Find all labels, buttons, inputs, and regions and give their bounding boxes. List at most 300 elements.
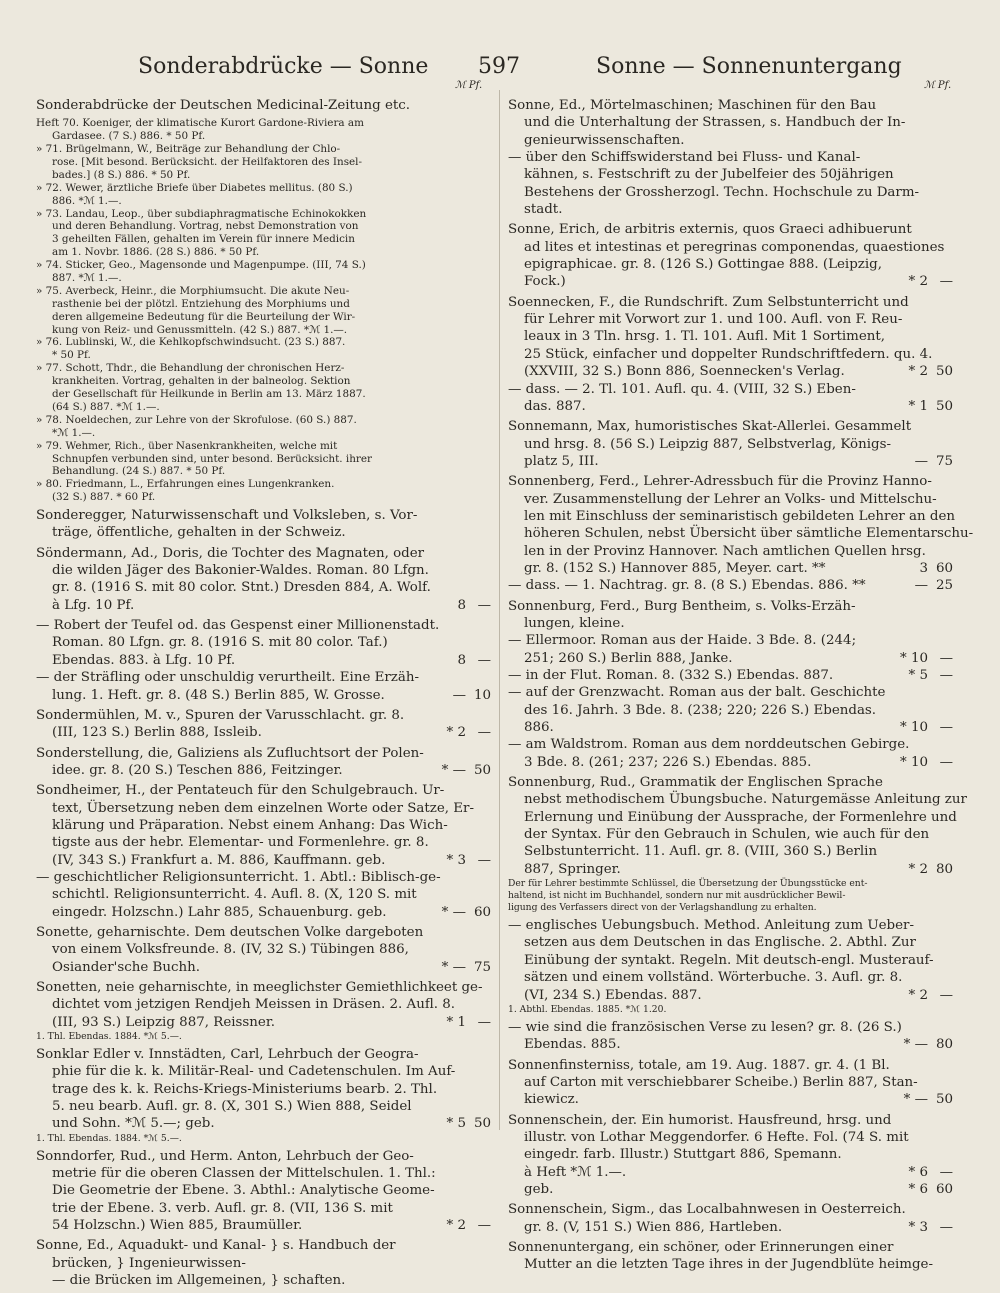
price-pfennig — [466, 545, 491, 562]
price-pfennig — [468, 579, 491, 596]
entry-text: eingedr. Holzschn.) Lahr 885, Schauenburg. geb. — [52, 904, 387, 920]
price-mark — [426, 1200, 466, 1217]
price-pfennig — [474, 817, 491, 834]
price-mark — [426, 669, 466, 686]
entry-line — [36, 562, 491, 579]
price-mark — [888, 381, 928, 398]
entry-text: — der Sträfling oder unschuldig verurtheilt. Eine Erzäh- — [36, 670, 419, 686]
price-pfennig — [484, 800, 491, 817]
price-pfennig — [466, 941, 491, 958]
entry-text: 887. *ℳ 1.—. — [52, 272, 122, 285]
price-pfennig — [934, 311, 953, 328]
price-mark: * 6 — [908, 1164, 928, 1180]
entry-footnote: Der für Lehrer bestimmte Schlüssel, die Übersetzung der Übungsstücke ent- — [508, 878, 868, 890]
price-mark — [426, 362, 466, 375]
entry-line — [36, 687, 491, 704]
entry-footnote: 1. Thl. Ebendas. 1884. *ℳ 5.—. — [36, 1132, 182, 1144]
price-pfennig — [929, 1112, 953, 1129]
price-pfennig — [466, 1046, 491, 1063]
entry-line — [508, 239, 953, 256]
entry-line — [36, 924, 491, 941]
entry-line — [508, 1181, 953, 1198]
entry-text: 5. neu bearb. Aufl. gr. 8. (X, 301 S.) Wien 888, Seidel — [52, 1099, 412, 1115]
entry-line — [508, 184, 953, 201]
price-pfennig — [466, 634, 491, 651]
catalog-entry — [36, 1148, 491, 1235]
price-pfennig — [467, 562, 491, 579]
entry-text: sätzen und einem vollständ. Wörterbuche. 3. Aufl. gr. 8. — [524, 970, 903, 986]
price-mark — [455, 996, 477, 1013]
catalog-entry — [508, 1239, 953, 1274]
entry-text: und hrsg. 8. (56 S.) Leipzig 887, Selbstverlag, Königs- — [524, 436, 891, 452]
entry-line — [36, 1165, 491, 1182]
price-mark: * 6 — [908, 1181, 928, 1197]
entry-text: deren allgemeine Bedeutung für die Beurteilung der Wir- — [52, 310, 356, 323]
price-mark — [888, 256, 928, 273]
entry-text: * 50 Pf. — [52, 349, 91, 362]
entry-line — [36, 298, 491, 311]
entry-text: » 80. Friedmann, L., Erfahrungen eines Lungenkranken. — [36, 478, 335, 491]
entry-line — [508, 969, 953, 986]
entry-footnote: haltend, ist nicht im Buchhandel, sondern nur mit ausdrücklicher Bewil- — [508, 890, 846, 902]
entry-text: — geschichtlicher Religionsunterricht. 1. Abtl.: Biblisch-ge- — [36, 869, 441, 885]
entry-text: *ℳ 1.—. — [52, 426, 96, 439]
entry-text: — über den Schiffswiderstand bei Fluss- und Kanal- — [508, 150, 861, 166]
entry-text: phie für die k. k. Militär-Real- und Cadetenschulen. Im Auf- — [52, 1064, 456, 1080]
entry-line — [508, 987, 953, 1004]
entry-text: am 1. Novbr. 1886. (28 S.) 886. * 50 Pf. — [52, 246, 260, 259]
entry-text: trage des k. k. Reichs-Kriegs-Ministeriums bearb. 2. Thl. — [52, 1081, 438, 1097]
entry-text: » 73. Landau, Leop., über subdiaphragmatische Echinokokken — [36, 207, 367, 220]
entry-line — [508, 702, 953, 719]
price-mark — [890, 1057, 929, 1074]
entry-line — [508, 132, 953, 149]
price-pfennig — [466, 707, 491, 724]
catalog-entry — [36, 1046, 491, 1145]
entry-line — [36, 143, 491, 156]
entry-line — [508, 1256, 953, 1273]
price-pfennig — [939, 1074, 953, 1091]
entry-text: lungen, kleine. — [524, 615, 625, 631]
entry-line — [36, 169, 491, 182]
entry-line — [36, 259, 491, 272]
entry-line — [36, 1217, 491, 1234]
price-mark — [426, 298, 466, 311]
price-pfennig — [934, 969, 953, 986]
entry-line — [36, 617, 491, 634]
entry-line — [36, 97, 491, 114]
entry-text: kiewicz. — [524, 1092, 579, 1108]
entry-line — [508, 650, 953, 667]
entry-line — [508, 615, 953, 632]
entry-line — [508, 1164, 953, 1181]
entry-line — [36, 507, 491, 524]
entry-text: Sonderstellung, die, Galiziens als Zufluchtsort der Polen- — [36, 745, 424, 761]
entry-text: Sonnemann, Max, humoristisches Skat-Allerlei. Gesammelt — [508, 419, 912, 435]
entry-line — [36, 311, 491, 324]
price-mark — [906, 1201, 935, 1218]
price-mark: * 1 — [446, 1014, 466, 1030]
price-pfennig — [466, 195, 491, 208]
entry-line — [508, 473, 953, 490]
price-pfennig — [466, 507, 491, 524]
price-pfennig — [938, 917, 953, 934]
price-pfennig — [477, 1063, 491, 1080]
price-pfennig — [929, 1057, 953, 1074]
price-mark — [426, 1237, 466, 1254]
price-mark — [426, 311, 466, 324]
price-mark: * 10 — [900, 720, 928, 736]
price-mark — [888, 97, 928, 114]
catalog-entry — [508, 1057, 953, 1109]
catalog-entry — [508, 1019, 953, 1054]
price-mark — [426, 388, 466, 401]
entry-line — [508, 809, 957, 826]
price-pfennig: — — [939, 650, 953, 666]
entry-text: à Heft *ℳ 1.—. — [524, 1164, 627, 1180]
entry-line — [508, 346, 953, 363]
entry-text: und Sohn. *ℳ 5.—; geb. — [52, 1116, 215, 1132]
entry-text: Sonnenburg, Ferd., Burg Bentheim, s. Volks-Erzäh- — [508, 598, 856, 614]
entry-line — [36, 440, 491, 453]
catalog-entry — [508, 917, 953, 1016]
price-pfennig — [936, 736, 953, 753]
entry-line — [508, 201, 953, 218]
entry-text: — dass. — 2. Tl. 101. Aufl. qu. 4. (VIII, 32 S.) Eben- — [508, 381, 856, 397]
price-pfennig — [937, 221, 953, 238]
left-column — [36, 97, 491, 1293]
price-pfennig — [466, 478, 491, 491]
price-pfennig — [466, 208, 491, 221]
catalog-entry — [36, 924, 491, 976]
entry-line — [36, 996, 491, 1013]
price-pfennig — [466, 233, 491, 246]
entry-text: der Syntax. Für den Gebrauch in Schulen, wie auch für den — [524, 827, 930, 843]
entry-line — [36, 745, 491, 762]
entry-line — [508, 418, 953, 435]
entry-line — [508, 1129, 953, 1146]
entry-line — [508, 381, 953, 398]
price-mark — [888, 774, 928, 791]
price-mark: * — — [441, 904, 466, 920]
catalog-entry — [36, 617, 491, 704]
price-pfennig — [928, 328, 953, 345]
entry-text: lung. 1. Heft. gr. 8. (48 S.) Berlin 885, W. Grosse. — [52, 687, 385, 703]
entry-text: (64 S.) 887. *ℳ 1.—. — [52, 400, 160, 413]
price-mark — [888, 615, 928, 632]
price-pfennig — [466, 259, 491, 272]
price-pfennig: — — [939, 754, 953, 770]
entry-line — [508, 256, 953, 273]
entry-line — [36, 362, 491, 375]
entry-text: Sonetten, neie geharnischte, in meeglichster Gemiethlichkeet ge- — [36, 980, 483, 995]
entry-line — [508, 543, 953, 560]
price-mark — [902, 969, 933, 986]
entry-text: 54 Holzschn.) Wien 885, Braumüller. — [52, 1218, 303, 1234]
price-mark — [437, 1081, 470, 1098]
price-mark — [426, 1046, 466, 1063]
price-pfennig: — — [939, 274, 953, 290]
entry-footnote: ligung des Verfassers direct von der Verlagshandlung zu erhalten. — [508, 902, 817, 914]
entry-text: Sonne, Erich, de arbitris externis, quos Graeci adhibuerunt — [508, 222, 912, 238]
price-pfennig — [928, 598, 953, 615]
entry-line — [508, 398, 953, 415]
price-mark — [431, 579, 468, 596]
price-mark — [426, 195, 466, 208]
entry-footnote: 1. Abthl. Ebendas. 1885. *ℳ 1.20. — [508, 1003, 667, 1015]
entry-text: krankheiten. Vortrag, gehalten in der balneolog. Sektion — [52, 375, 351, 388]
price-mark: * 3 — [446, 852, 466, 868]
entry-line — [36, 336, 491, 349]
price-pfennig — [928, 132, 953, 149]
entry-line — [36, 959, 491, 976]
entry-text: 25 Stück, einfacher und doppelter Rundschriftfedern. qu. 4. — [524, 346, 933, 362]
price-mark — [426, 220, 466, 233]
entry-text: und die Unterhaltung der Strassen, s. Handbuch der In- — [524, 115, 906, 131]
entry-line — [36, 1098, 491, 1115]
entry-text: Osiander'sche Buchh. — [52, 959, 200, 975]
price-pfennig: 75 — [935, 453, 953, 469]
price-mark — [426, 401, 466, 414]
price-mark — [436, 1165, 470, 1182]
entry-text: » 78. Noeldechen, zur Lehre von der Skrofulose. (60 S.) 887. — [36, 413, 357, 426]
entry-text: » 76. Lublinski, W., die Kehlkopfschwindsucht. (23 S.) 887. — [36, 336, 346, 349]
price-mark — [426, 707, 466, 724]
entry-text: 886. *ℳ 1.—. — [52, 194, 122, 207]
price-pfennig: — — [939, 1219, 953, 1235]
entry-text: kung von Reiz- und Genussmitteln. (42 S.) 887. *ℳ 1.—. — [52, 323, 348, 336]
entry-line — [36, 1182, 491, 1199]
entry-text: gr. 8. (1916 S. mit 80 color. Stnt.) Dresden 884, A. Wolf. — [52, 580, 431, 596]
catalog-entry — [36, 1237, 491, 1289]
price-pfennig — [928, 843, 953, 860]
price-pfennig — [466, 246, 491, 259]
entry-line — [36, 782, 491, 799]
entry-line — [508, 328, 953, 345]
entry-line — [508, 577, 953, 594]
price-mark — [441, 869, 472, 886]
entry-line — [36, 349, 491, 362]
entry-text: ver. Zusammenstellung der Lehrer an Volks- und Mittelschu- — [524, 491, 937, 507]
entry-text: len in der Provinz Hannover. Nach amtlichen Quellen hrsg. — [524, 543, 926, 559]
catalog-entry — [508, 598, 953, 771]
entry-text: genieurwissenschaften. — [524, 132, 685, 148]
price-mark — [426, 336, 466, 349]
entry-line — [36, 941, 491, 958]
price-pfennig: 50 — [473, 762, 491, 778]
entry-line — [36, 762, 491, 779]
price-mark — [909, 294, 936, 311]
entry-text: brücken, } Ingenieurwissen- — [52, 1255, 246, 1271]
price-pfennig — [466, 491, 491, 504]
price-mark — [888, 598, 928, 615]
entry-line — [36, 545, 491, 562]
entry-line — [508, 1057, 953, 1074]
price-mark — [911, 418, 937, 435]
catalog-entry — [508, 221, 953, 290]
price-mark — [912, 221, 937, 238]
entry-text: Heft 70. Koeniger, der klimatische Kurort Gardone-Riviera am — [36, 117, 364, 130]
price-mark — [888, 201, 928, 218]
entry-line — [36, 388, 491, 401]
price-mark: * 2 — [908, 274, 928, 290]
entry-line — [508, 736, 953, 753]
entry-text: (III, 123 S.) Berlin 888, Issleib. — [52, 725, 262, 741]
price-mark — [426, 453, 466, 466]
price-pfennig: 50 — [935, 364, 953, 380]
price-pfennig: — — [477, 652, 491, 668]
price-pfennig — [466, 311, 491, 324]
price-pfennig — [466, 1098, 491, 1115]
catalog-entry — [36, 545, 491, 614]
entry-line — [508, 754, 953, 771]
catalog-entry — [508, 774, 967, 914]
price-mark — [426, 745, 466, 762]
entry-text: des 16. Jahrh. 3 Bde. 8. (238; 220; 226 S.) Ebendas. — [524, 702, 877, 718]
price-mark — [888, 843, 928, 860]
price-pfennig — [466, 169, 491, 182]
entry-text: » 77. Schott, Thdr., die Behandlung der chronischen Herz- — [36, 362, 345, 375]
price-mark — [888, 702, 928, 719]
entry-line — [508, 97, 953, 114]
price-pfennig — [466, 156, 491, 169]
entry-line — [36, 634, 491, 651]
price-pfennig — [466, 440, 491, 453]
price-mark — [448, 817, 475, 834]
price-mark: — — [914, 453, 928, 469]
entry-text: — am Waldstrom. Roman aus dem norddeutschen Gebirge. — [508, 737, 910, 753]
price-mark: * 2 — [446, 1218, 466, 1234]
price-pfennig — [928, 97, 953, 114]
entry-line — [36, 834, 491, 851]
entry-line — [36, 1272, 491, 1289]
catalog-entry — [36, 117, 491, 504]
entry-text: Sonnenuntergang, ein schöner, oder Erinnerungen einer — [508, 1239, 894, 1255]
price-pfennig: 60 — [935, 1181, 953, 1197]
price-mark — [893, 1239, 930, 1256]
entry-line — [36, 724, 491, 741]
entry-text: auf Carton mit verschiebbarer Scheibe.) Berlin 887, Stan- — [524, 1074, 918, 1090]
price-pfennig — [950, 239, 953, 256]
entry-line — [508, 311, 953, 328]
catalog-entry — [36, 782, 491, 921]
entry-line — [508, 436, 953, 453]
entry-line — [508, 667, 953, 684]
entry-line — [36, 1148, 491, 1165]
entry-line — [36, 491, 491, 504]
entry-text: klärung und Präparation. Nebst einem Anhang: Das Wich- — [52, 817, 448, 833]
entry-text: Sonnenfinsterniss, totale, am 19. Aug. 1887. gr. 4. (1 Bl. — [508, 1057, 890, 1073]
price-mark — [909, 736, 936, 753]
price-mark — [929, 826, 944, 843]
catalog-entry — [508, 473, 974, 594]
entry-text: tigste aus der hebr. Elementar- und Formenlehre. gr. 8. — [52, 835, 429, 851]
price-pfennig — [935, 1201, 953, 1218]
price-pfennig: 50 — [473, 1116, 491, 1132]
entry-line — [36, 478, 491, 491]
price-pfennig — [935, 114, 953, 131]
price-mark — [474, 800, 484, 817]
price-pfennig — [466, 1255, 491, 1272]
price-mark: — — [914, 578, 928, 594]
entry-line — [508, 826, 953, 843]
catalog-entry — [508, 418, 953, 470]
price-pfennig — [928, 702, 953, 719]
entry-text: kähnen, s. Festschrift zu der Jubelfeier des 50jährigen — [524, 167, 894, 183]
entry-text: à Lfg. 10 Pf. — [52, 597, 135, 613]
price-pfennig: — — [939, 987, 953, 1003]
price-pfennig — [466, 465, 491, 478]
price-pfennig: — — [477, 1218, 491, 1234]
entry-line — [508, 560, 953, 577]
entry-text: Sonnenberg, Ferd., Lehrer-Adressbuch für die Provinz Hanno- — [508, 474, 932, 490]
price-mark — [426, 97, 466, 114]
price-pfennig: 75 — [473, 959, 491, 975]
price-mark — [916, 934, 939, 951]
entry-line — [508, 1074, 953, 1091]
entry-text: Sonndorfer, Rud., und Herm. Anton, Lehrbuch der Geo- — [36, 1148, 414, 1164]
entry-line — [36, 465, 491, 478]
price-pfennig — [466, 388, 491, 401]
price-mark — [934, 952, 946, 969]
entry-line — [36, 324, 491, 337]
price-pfennig — [466, 1148, 491, 1165]
price-mark — [426, 414, 466, 427]
entry-line — [36, 220, 491, 233]
price-pfennig — [466, 1200, 491, 1217]
entry-text: nebst methodischem Übungsbuche. Naturgemässe Anleitung zur — [524, 792, 967, 808]
price-mark — [426, 143, 466, 156]
price-mark — [891, 1112, 929, 1129]
price-mark — [426, 886, 466, 903]
price-mark — [426, 1148, 466, 1165]
price-mark — [888, 632, 928, 649]
price-mark: * 10 — [900, 650, 928, 666]
entry-text: Sonnenschein, Sigm., das Localbahnwesen in Oesterreich. — [508, 1202, 906, 1218]
price-pfennig — [945, 1256, 953, 1273]
price-mark — [426, 440, 466, 453]
price-pfennig — [466, 285, 491, 298]
price-pfennig — [466, 401, 491, 414]
entry-text: setzen aus dem Deutschen in das Englische. 2. Abthl. Zur — [524, 935, 916, 951]
price-mark — [426, 634, 466, 651]
entry-text: Sonklar Edler v. Innstädten, Carl, Lehrbuch der Geogra- — [36, 1047, 419, 1063]
entry-line — [36, 401, 491, 414]
price-pfennig — [466, 324, 491, 337]
price-mark — [426, 169, 466, 182]
entry-text: 3 Bde. 8. (261; 237; 226 S.) Ebendas. 885. — [524, 754, 812, 770]
price-mark — [937, 491, 947, 508]
entry-line — [508, 1146, 953, 1163]
entry-line — [36, 130, 491, 143]
entry-line — [36, 652, 491, 669]
entry-line — [508, 952, 953, 969]
entry-text: » 71. Brügelmann, W., Beiträge zur Behandlung der Chlo- — [36, 143, 341, 156]
price-pfennig — [466, 272, 491, 285]
entry-text: 251; 260 S.) Berlin 888, Janke. — [524, 650, 733, 666]
entry-line — [508, 934, 953, 951]
entry-text: — auf der Grenzwacht. Roman aus der balt. Geschichte — [508, 685, 886, 701]
entry-text: » 75. Averbeck, Heinr., die Morphiumsucht. Die akute Neu- — [36, 284, 350, 297]
entry-line — [508, 273, 953, 290]
entry-text: schichtl. Religionsunterricht. 4. Aufl. 8. (X, 120 S. mit — [52, 887, 417, 903]
header-left-title: Sonderabdrücke — Sonne — [138, 54, 429, 79]
entry-text: träge, öffentliche, gehalten in der Schweiz. — [52, 525, 346, 541]
entry-text: (III, 93 S.) Leipzig 887, Reissner. — [52, 1014, 276, 1030]
entry-line — [36, 195, 491, 208]
price-mark — [919, 184, 940, 201]
catalog-entry — [36, 707, 491, 742]
